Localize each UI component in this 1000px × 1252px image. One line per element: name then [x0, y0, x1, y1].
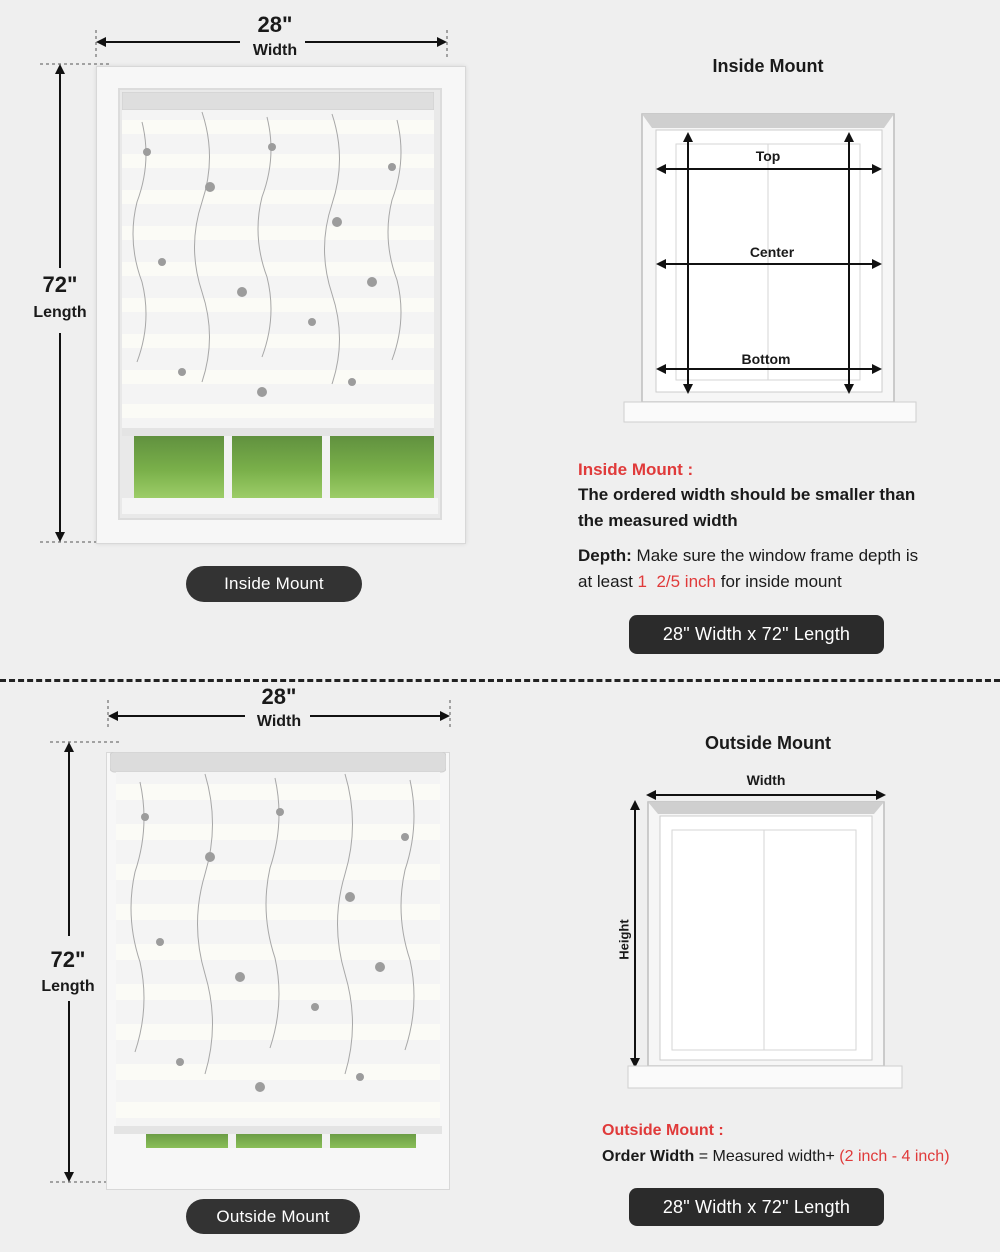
- diagram-label-center: Center: [749, 244, 795, 260]
- depth-note-line2: [578, 569, 842, 595]
- order-width-note: [602, 1144, 950, 1170]
- outside-mount-label-pill: Outside Mount: [186, 1199, 360, 1234]
- section-divider: [0, 679, 1000, 682]
- top-size-badge: 28" Width x 72" Length: [629, 615, 884, 654]
- top-width-word: Width: [252, 42, 298, 59]
- depth-text2-post: for inside mount: [716, 572, 842, 591]
- outside-diagram-width-label: Width: [746, 772, 786, 788]
- bottom-width-value: 28": [261, 684, 297, 709]
- order-width-text: = Measured width+: [694, 1148, 840, 1165]
- diagram-label-bottom: Bottom: [741, 351, 791, 367]
- depth-note-line1: [578, 543, 918, 569]
- depth-text1: Make sure the window frame depth is: [631, 546, 919, 565]
- bottom-length-word: Length: [41, 978, 95, 995]
- outside-mount-diagram-title: Outside Mount: [705, 733, 831, 753]
- bottom-length-value: 72": [50, 947, 86, 972]
- inside-mount-note-heading: Inside Mount :: [578, 460, 694, 479]
- outside-mount-zebra-blind: [110, 752, 446, 1134]
- outside-mount-diagram: [620, 790, 910, 1092]
- garden-view-image: [134, 434, 434, 500]
- depth-highlight: 1 2/5 inch: [637, 572, 716, 591]
- top-length-value: 72": [42, 272, 78, 297]
- inside-mount-label-pill: Inside Mount: [186, 566, 362, 602]
- bottom-width-word: Width: [256, 713, 302, 730]
- depth-text2-pre: at least: [578, 572, 638, 591]
- order-width-label: Order Width: [602, 1148, 695, 1165]
- diagram-label-top: Top: [755, 148, 781, 164]
- inside-mount-diagram-title: Inside Mount: [712, 56, 824, 76]
- inside-mount-note-line2: the measured width: [578, 511, 738, 530]
- inside-mount-note-line1: The ordered width should be smaller than: [578, 485, 916, 504]
- order-width-highlight: (2 inch - 4 inch): [839, 1148, 950, 1165]
- depth-label: Depth:: [578, 546, 632, 565]
- inside-mount-zebra-blind: [122, 92, 434, 436]
- outside-diagram-height-label: Height: [616, 919, 632, 960]
- top-width-value: 28": [257, 12, 293, 37]
- top-length-word: Length: [33, 304, 87, 321]
- outside-mount-note-heading: Outside Mount :: [602, 1122, 724, 1139]
- bottom-size-badge: 28" Width x 72" Length: [629, 1188, 884, 1226]
